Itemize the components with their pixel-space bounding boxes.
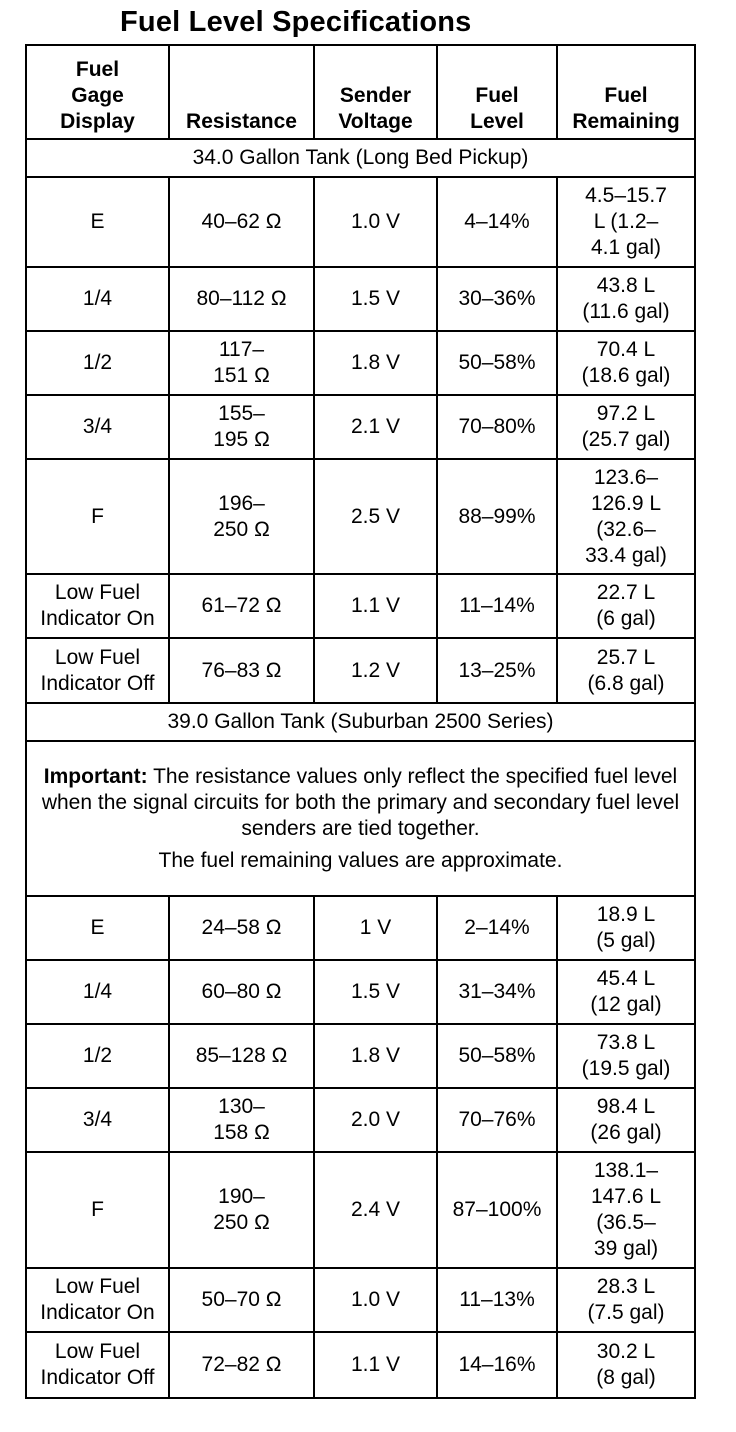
cell-level: 70–76% [437,1088,557,1152]
header-sender-voltage: Sender Voltage [314,45,437,139]
table-row [26,331,695,395]
cell-remaining: 70.4 L (18.6 gal) [557,331,695,395]
page-title: Fuel Level Specifications [120,6,472,38]
cell-voltage: 1.0 V [314,177,437,267]
cell-remaining: 43.8 L (11.6 gal) [557,267,695,331]
table-row [26,896,695,960]
note-paragraph-approx: The fuel remaining values are approximate. [158,848,563,872]
cell-level: 14–16% [437,1332,557,1398]
cell-remaining: 28.3 L (7.5 gal) [557,1268,695,1332]
cell-level: 11–14% [437,574,557,638]
cell-display: Low Fuel Indicator On [26,574,169,638]
table-row [26,395,695,459]
cell-remaining: 123.6– 126.9 L (32.6– 33.4 gal) [557,459,695,574]
cell-level: 70–80% [437,395,557,459]
cell-resistance: 24–58 Ω [169,896,314,960]
cell-display: F [26,1152,169,1268]
cell-remaining: 45.4 L (12 gal) [557,960,695,1024]
table-row [26,960,695,1024]
fuel-spec-table [25,44,696,1399]
cell-voltage: 2.0 V [314,1088,437,1152]
section-heading-row [26,703,695,741]
cell-resistance: 117– 151 Ω [169,331,314,395]
cell-voltage: 1.1 V [314,574,437,638]
header-resistance: Resistance [169,45,314,139]
header-row [26,45,695,139]
table-row [26,177,695,267]
cell-resistance: 61–72 Ω [169,574,314,638]
table-row [26,574,695,638]
table-row [26,1088,695,1152]
cell-voltage: 1.2 V [314,638,437,703]
important-note [26,741,695,896]
cell-resistance: 190– 250 Ω [169,1152,314,1268]
cell-voltage: 1 V [314,896,437,960]
cell-remaining: 25.7 L (6.8 gal) [557,638,695,703]
cell-display: 3/4 [26,395,169,459]
cell-display: E [26,177,169,267]
cell-display: Low Fuel Indicator Off [26,1332,169,1398]
cell-voltage: 1.1 V [314,1332,437,1398]
cell-display: 1/4 [26,960,169,1024]
cell-resistance: 40–62 Ω [169,177,314,267]
table-row [26,638,695,703]
cell-level: 50–58% [437,1024,557,1088]
table-row [26,267,695,331]
cell-voltage: 1.8 V [314,1024,437,1088]
cell-voltage: 2.1 V [314,395,437,459]
cell-voltage: 1.5 V [314,960,437,1024]
cell-level: 11–13% [437,1268,557,1332]
section-heading-34-gallon: 34.0 Gallon Tank (Long Bed Pickup) [26,139,695,177]
cell-display: 1/2 [26,331,169,395]
cell-display: 1/4 [26,267,169,331]
table-row [26,459,695,574]
cell-level: 31–34% [437,960,557,1024]
cell-remaining: 4.5–15.7 L (1.2– 4.1 gal) [557,177,695,267]
table-row [26,1024,695,1088]
cell-voltage: 1.8 V [314,331,437,395]
table-row [26,1332,695,1398]
note-label: Important: [43,764,148,788]
cell-voltage: 1.0 V [314,1268,437,1332]
cell-resistance: 130– 158 Ω [169,1088,314,1152]
cell-level: 2–14% [437,896,557,960]
cell-remaining: 30.2 L (8 gal) [557,1332,695,1398]
cell-resistance: 50–70 Ω [169,1268,314,1332]
cell-resistance: 60–80 Ω [169,960,314,1024]
cell-level: 30–36% [437,267,557,331]
cell-voltage: 2.5 V [314,459,437,574]
cell-display: Low Fuel Indicator On [26,1268,169,1332]
cell-resistance: 155– 195 Ω [169,395,314,459]
cell-remaining: 73.8 L (19.5 gal) [557,1024,695,1088]
cell-level: 4–14% [437,177,557,267]
cell-display: 1/2 [26,1024,169,1088]
cell-remaining: 97.2 L (25.7 gal) [557,395,695,459]
cell-voltage: 2.4 V [314,1152,437,1268]
cell-display: F [26,459,169,574]
cell-level: 87–100% [437,1152,557,1268]
header-fuel-gage-display: Fuel Gage Display [26,45,169,139]
cell-level: 13–25% [437,638,557,703]
cell-display: Low Fuel Indicator Off [26,638,169,703]
section-heading-39-gallon: 39.0 Gallon Tank (Suburban 2500 Series) [26,703,695,741]
cell-remaining: 138.1– 147.6 L (36.5– 39 gal) [557,1152,695,1268]
cell-resistance: 72–82 Ω [169,1332,314,1398]
note-paragraph [29,764,692,842]
cell-resistance: 85–128 Ω [169,1024,314,1088]
cell-resistance: 76–83 Ω [169,638,314,703]
note-row [26,741,695,896]
cell-level: 88–99% [437,459,557,574]
header-fuel-remaining: Fuel Remaining [557,45,695,139]
table-row [26,1152,695,1268]
cell-display: E [26,896,169,960]
section-heading-row [26,139,695,177]
header-fuel-level: Fuel Level [437,45,557,139]
cell-display: 3/4 [26,1088,169,1152]
cell-remaining: 22.7 L (6 gal) [557,574,695,638]
cell-resistance: 80–112 Ω [169,267,314,331]
cell-remaining: 98.4 L (26 gal) [557,1088,695,1152]
cell-remaining: 18.9 L (5 gal) [557,896,695,960]
cell-level: 50–58% [437,331,557,395]
cell-resistance: 196– 250 Ω [169,459,314,574]
table-row [26,1268,695,1332]
cell-voltage: 1.5 V [314,267,437,331]
note-text: The resistance values only reflect the specified fuel level when the signal circuits for both the primary and secondary fuel level senders are tied together. [41,764,680,840]
